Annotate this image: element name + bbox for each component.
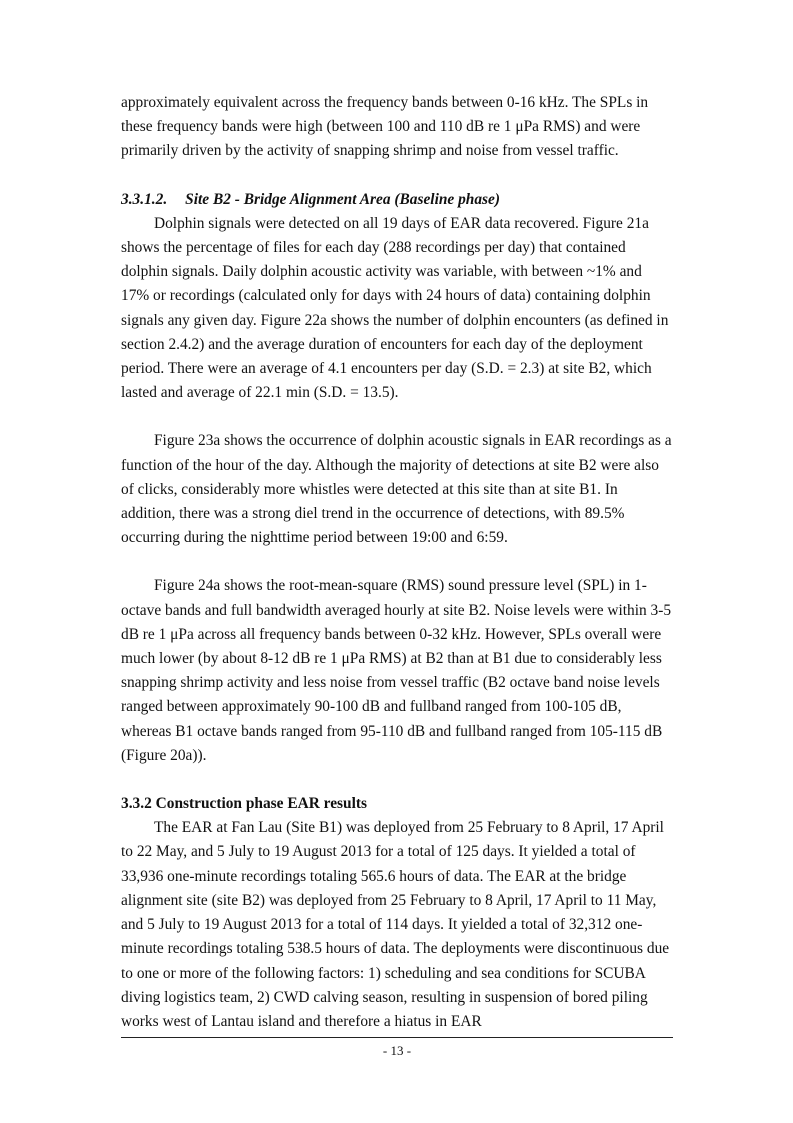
- paragraph-diel-trend: Figure 23a shows the occurrence of dolphin acoustic signals in EAR recordings as a function of the hour of the day. Although the majority of detections at site B2 were also of clicks, considerably more whistles were detected at this site than at site B1. In addition, there was a strong diel trend in the occurrence of detections, with 89.5% occurring during the nighttime period between 19:00 and 6:59.: [121, 432, 672, 547]
- paragraph-dolphin-signals: Dolphin signals were detected on all 19 days of EAR data recovered. Figure 21a shows the percentage of files for each day (288 recordings per day) that contained dolphin signals. Daily dolphin acoustic activity was variable, with between ~1% and 17% or recordings (calculated only for days with 24 hours of data) containing dolphin signals any given day. Figure 22a shows the number of dolphin encounters (as defined in section 2.4.2) and the average duration of encounters for each day of the deployment period. There were an average of 4.1 encounters per day (S.D. = 2.3) at site B2, which lasted and average of 22.1 min (S.D. = 13.5).: [121, 214, 669, 402]
- section-heading-construction: 3.3.2 Construction phase EAR results: [121, 795, 367, 813]
- page-number: - 13 -: [382, 1043, 412, 1058]
- paragraph-spl-levels: Figure 24a shows the root-mean-square (RMS) sound pressure level (SPL) in 1-octave bands and full bandwidth averaged hourly at site B2. Noise levels were within 3-5 dB re 1 μPa across all frequency bands between 0-32 kHz. However, SPLs overall were much lower (by about 8-12 dB re 1 μPa RMS) at B2 than at B1 due to considerably less snapping shrimp activity and less noise from vessel traffic (B2 octave band noise levels ranged between approximately 90-100 dB and fullband ranged from 100-105 dB, whereas B1 octave bands ranged from 95-110 dB and fullband ranged from 105-115 dB (Figure 20a)).: [121, 577, 672, 764]
- paragraph-construction-ear: The EAR at Fan Lau (Site B1) was deployed from 25 February to 8 April, 17 April to 22 May, and 5 July to 19 August 2013 for a total of 125 days. It yielded a total of 33,936 one-minute recordings totaling 565.6 hours of data. The EAR at the bridge alignment site (site B2) was deployed from 25 February to 8 April, 17 April to 11 May, and 5 July to 19 August 2013 for a total of 114 days. It yielded a total of 32,312 one-minute recordings totaling 538.5 hours of data. The deployments were discontinuous due to one or more of the following factors: 1) scheduling and sea conditions for SCUBA diving logistics team, 2) CWD calving season, resulting in suspension of bored piling works west of Lantau island and therefore a hiatus in EAR: [121, 819, 670, 1030]
- page-body: [121, 91, 673, 1034]
- section-number: 3.3.1.2.: [121, 190, 168, 208]
- footer-divider: [121, 1037, 673, 1038]
- section-title: Site B2 - Bridge Alignment Area (Baseline phase): [185, 190, 500, 208]
- section-heading-site-b2: [121, 188, 673, 212]
- intro-paragraph: approximately equivalent across the frequency bands between 0-16 kHz. The SPLs in these frequency bands were high (between 100 and 110 dB re 1 μPa RMS) and were primarily driven by the activity of snapping shrimp and noise from vessel traffic.: [121, 94, 649, 160]
